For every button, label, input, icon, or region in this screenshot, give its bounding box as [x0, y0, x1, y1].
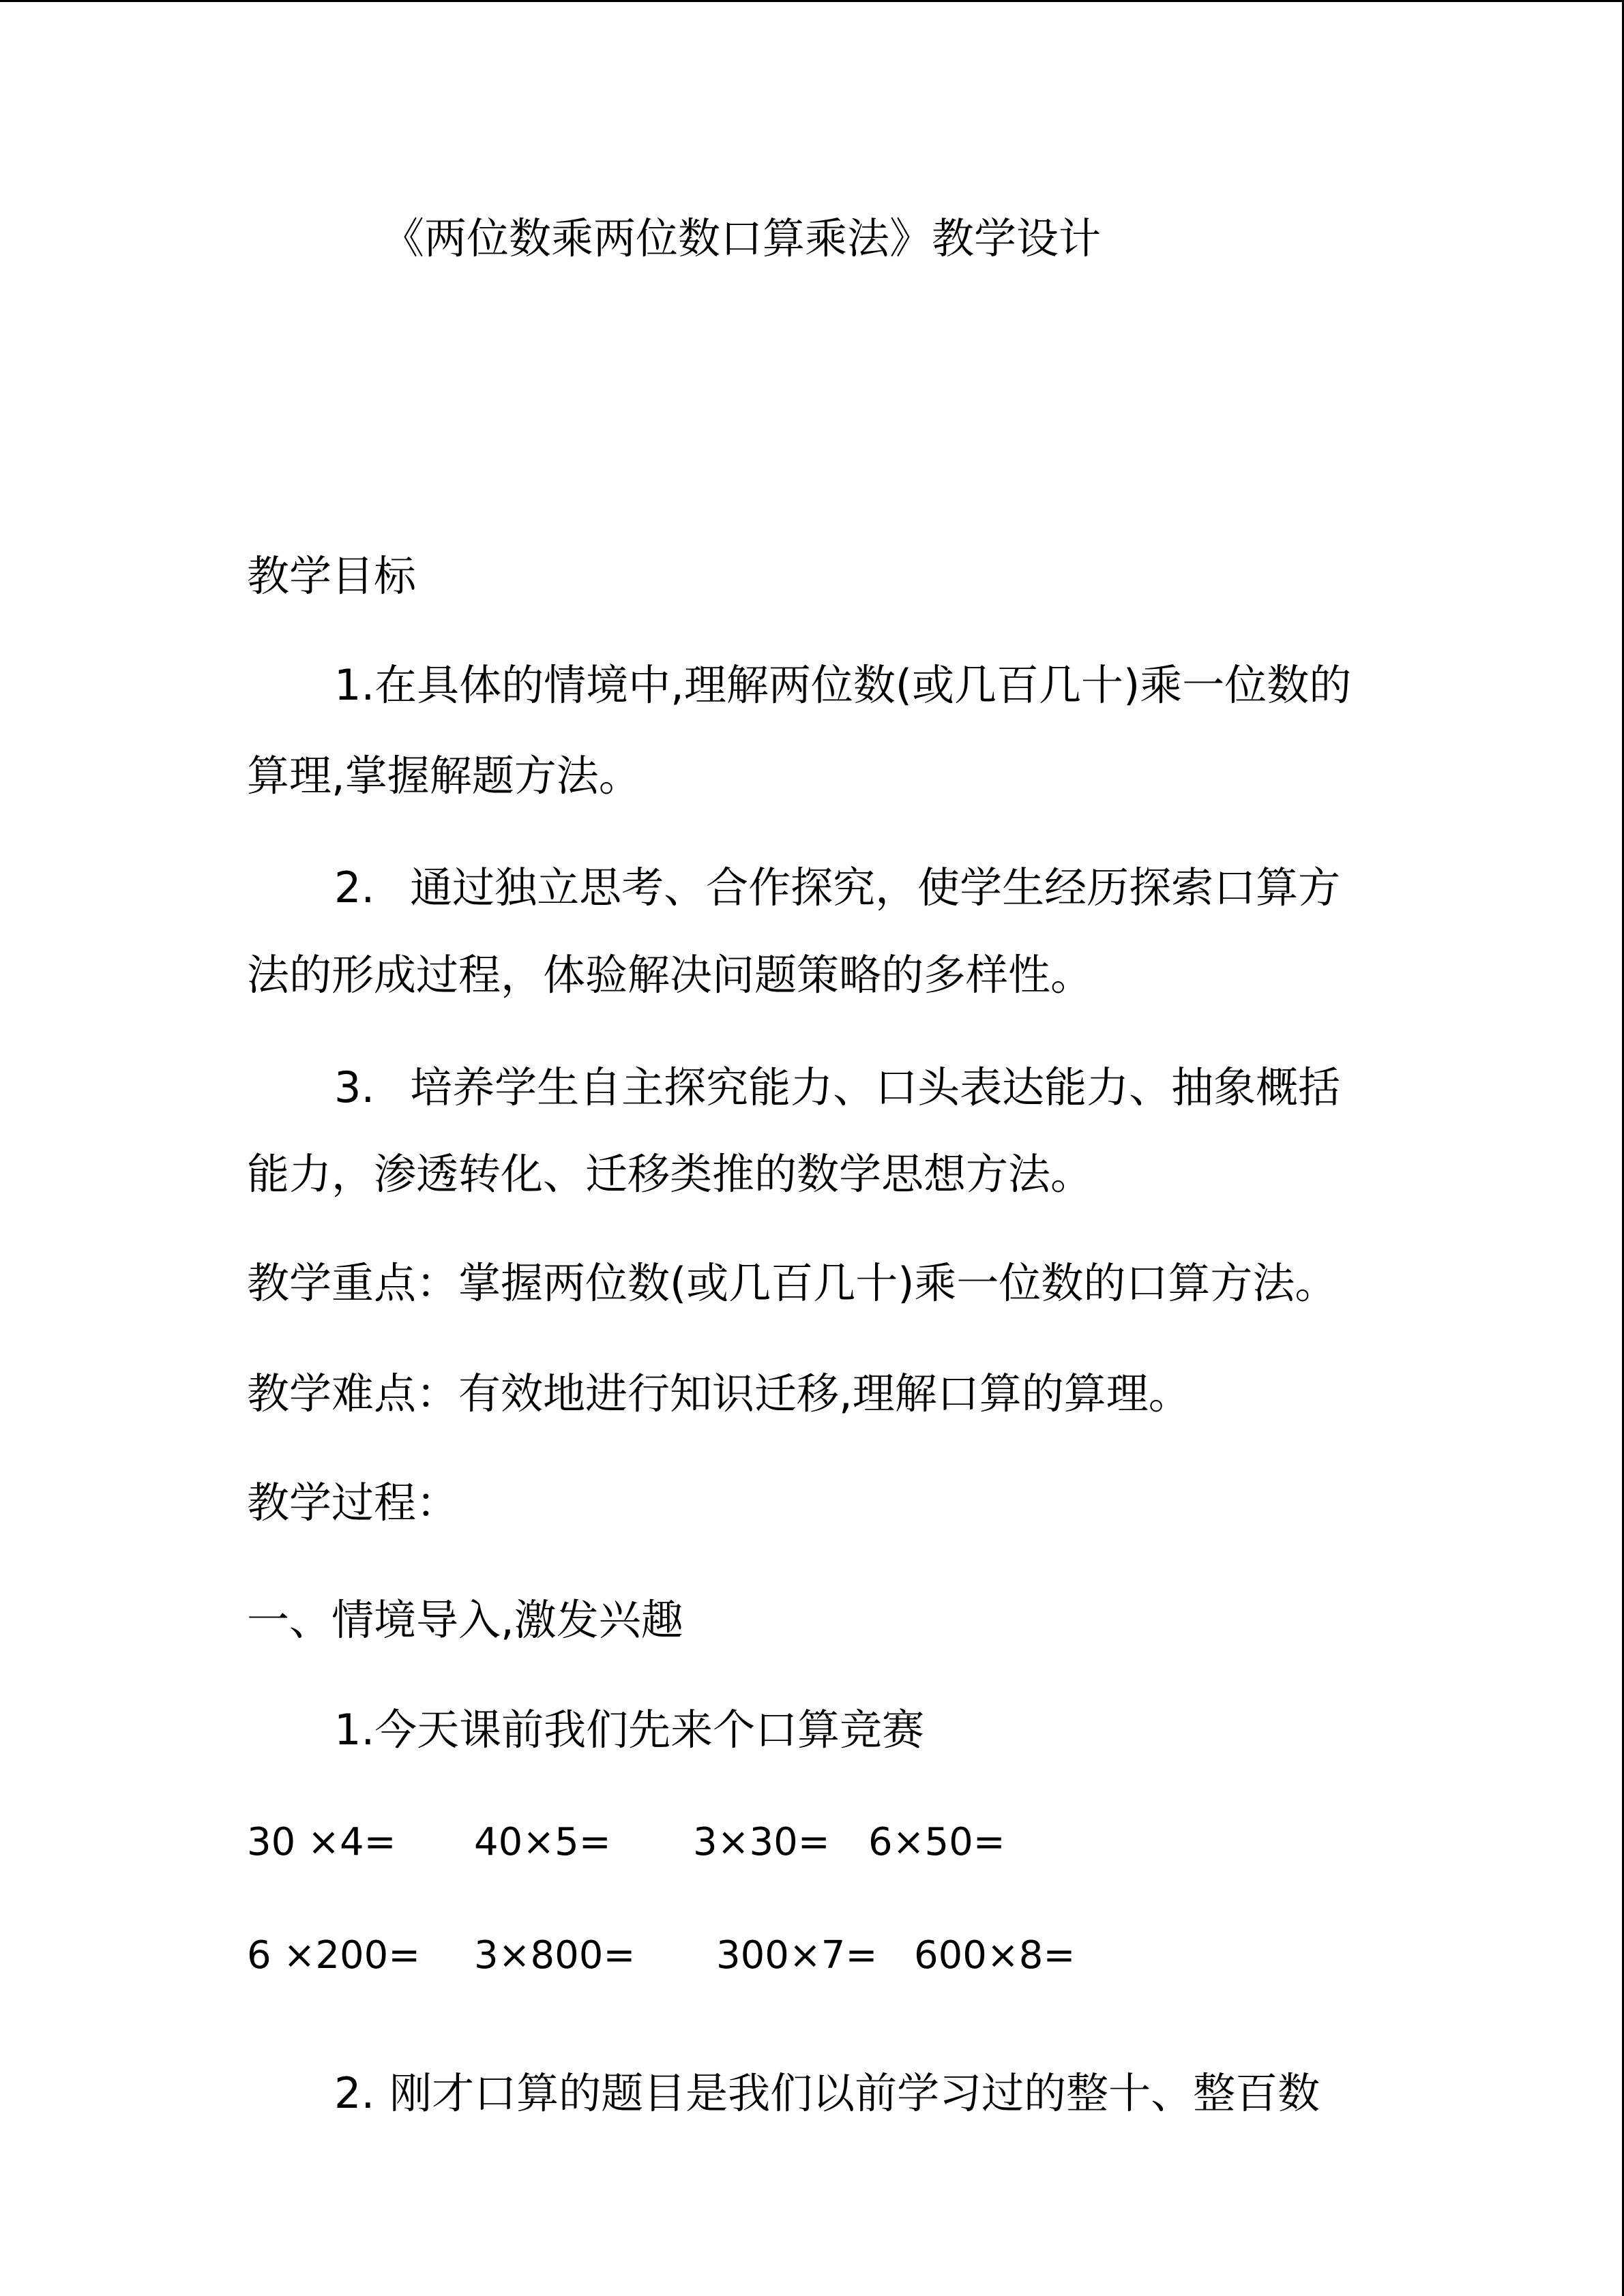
goal-1-line-1 — [334, 658, 1351, 713]
step-2-number: 2. — [334, 2068, 375, 2118]
goal-1-number: 1. — [334, 660, 375, 710]
equation: 3×800= — [474, 1933, 636, 1978]
step-2-text: 刚才口算的题目是我们以前学习过的整十、整百数 — [389, 2068, 1320, 2118]
equation: 30 ×4= — [247, 1820, 396, 1864]
difficulty: 教学难点：有效地进行知识迁移,理解口算的算理。 — [247, 1369, 1191, 1418]
goal-2-line-1 — [334, 861, 1340, 915]
goal-1-text-1: 在具体的情境中,理解两位数(或几百几十)乘一位数的 — [374, 660, 1352, 710]
goal-2-line-2: 法的形成过程，体验解决问题策略的多样性。 — [247, 950, 1093, 1000]
goal-1-line-2: 算理,掌握解题方法。 — [247, 751, 641, 801]
section-1-heading: 一、情境导入,激发兴趣 — [247, 1595, 683, 1645]
equation: 6×50= — [868, 1820, 1005, 1864]
document-title: 《两位数乘两位数口算乘法》教学设计 — [382, 213, 1102, 263]
page-border-top — [0, 0, 1624, 2]
step-2 — [334, 2066, 1320, 2121]
equation: 3×30= — [693, 1820, 830, 1864]
step-1: 1.今天课前我们先来个口算竞赛 — [334, 1705, 925, 1755]
process-heading: 教学过程： — [247, 1478, 459, 1527]
goal-2-text-1: 通过独立思考、合作探究，使学生经历探索口算方 — [410, 863, 1341, 912]
goal-2-number: 2. — [334, 863, 375, 912]
goal-3-line-2: 能力，渗透转化、迁移类推的数学思想方法。 — [247, 1149, 1093, 1199]
equation: 40×5= — [474, 1820, 611, 1864]
key-point: 教学重点：掌握两位数(或几百几十)乘一位数的口算方法。 — [247, 1258, 1338, 1308]
goal-3-number: 3. — [334, 1062, 375, 1112]
goal-3-text-1: 培养学生自主探究能力、口头表达能力、抽象概括 — [410, 1062, 1341, 1112]
equation: 600×8= — [914, 1933, 1076, 1978]
equation: 6 ×200= — [247, 1933, 421, 1978]
goals-heading: 教学目标 — [247, 551, 417, 601]
equation: 300×7= — [716, 1933, 878, 1978]
goal-3-line-1 — [334, 1060, 1340, 1115]
